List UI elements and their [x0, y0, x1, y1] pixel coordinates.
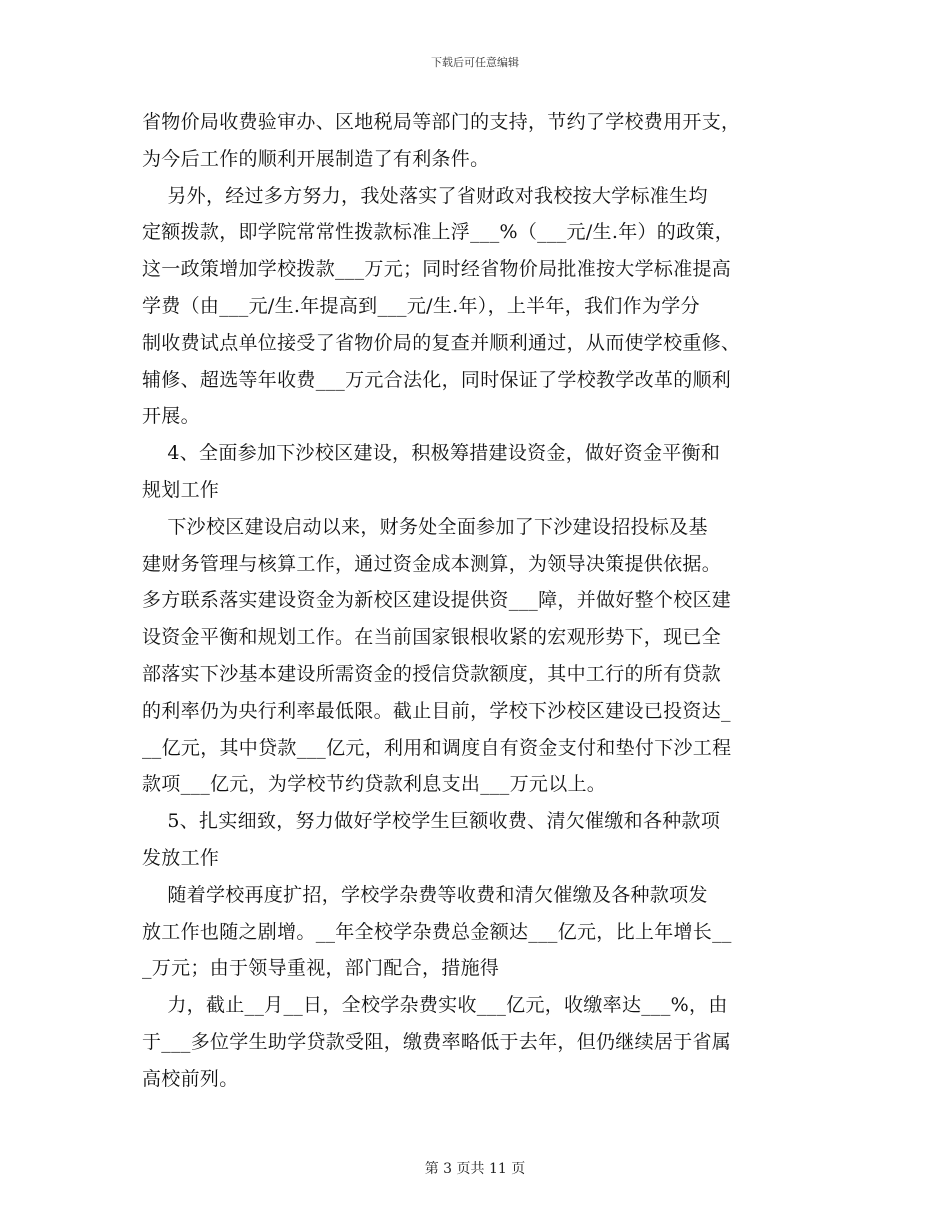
section-heading-line: 5、扎实细致，努力做好学校学生巨额收费、清欠催缴和各种款项 — [142, 810, 721, 833]
text-line: 辅修、超选等年收费___万元合法化，同时保证了学校教学改革的顺利 — [142, 368, 732, 391]
text-line: __亿元，其中贷款___亿元，利用和调度自有资金支付和垫付下沙工程 — [142, 736, 732, 759]
text-line: 多方联系落实建设资金为新校区建设提供资___障，并做好整个校区建 — [142, 589, 732, 612]
text-line: 高校前列。 — [142, 1067, 239, 1090]
text-line: 省物价局收费验审办、区地税局等部门的支持，节约了学校费用开支， — [142, 111, 741, 133]
text-line: 力，截止__月__日，全校学杂费实收___亿元，收缴率达___%，由 — [142, 994, 728, 1017]
text-line: 为今后工作的顺利开展制造了有利条件。 — [142, 147, 490, 170]
text-line: 学费（由___元/生.年提高到___元/生.年），上半年，我们作为学分 — [142, 294, 700, 317]
text-line: 部落实下沙基本建设所需资金的授信贷款额度，其中工行的所有贷款 — [142, 662, 722, 685]
text-line: 款项___亿元，为学校节约贷款利息支出___万元以上。 — [142, 773, 607, 796]
text-line: 这一政策增加学校拨款___万元；同时经省物价局批准按大学标准提高 — [142, 258, 732, 281]
text-line: 制收费试点单位接受了省物价局的复查并顺利通过，从而使学校重修、 — [142, 331, 741, 354]
page-header: 下载后可任意编辑 — [431, 56, 519, 69]
text-line: 另外，经过多方努力，我处落实了省财政对我校按大学标准生均 — [142, 184, 708, 207]
document-body — [142, 104, 812, 1098]
text-line: 下沙校区建设启动以来，财务处全面参加了下沙建设招投标及基 — [142, 515, 708, 538]
page-number-footer: 第 3 页共 11 页 — [424, 1161, 526, 1177]
section-heading-line: 规划工作 — [142, 478, 220, 501]
text-line: 设资金平衡和规划工作。在当前国家银根收紧的宏观形势下，现已全 — [142, 626, 722, 649]
text-line: 随着学校再度扩招，学校学杂费等收费和清欠催缴及各种款项发 — [142, 883, 708, 906]
text-line: _万元；由于领导重视，部门配合，措施得 — [142, 957, 500, 980]
text-line: 开展。 — [142, 405, 200, 428]
text-line: 定额拨款，即学院常常性拨款标准上浮___%（___元/生.年）的政策， — [142, 221, 734, 244]
section-heading-line: 4、全面参加下沙校区建设，积极筹措建设资金，做好资金平衡和 — [142, 442, 721, 465]
text-line: 放工作也随之剧增。__年全校学杂费总金额达___亿元，比上年增长__ — [142, 920, 732, 943]
section-heading-line: 发放工作 — [142, 846, 220, 869]
text-line: 于___多位学生助学贷款受阻，缴费率略低于去年，但仍继续居于省属 — [142, 1030, 732, 1053]
text-line: 建财务管理与核算工作，通过资金成本测算，为领导决策提供依据。 — [142, 552, 722, 575]
text-line: 的利率仍为央行利率最低限。截止目前，学校下沙校区建设已投资达_ — [142, 699, 731, 722]
